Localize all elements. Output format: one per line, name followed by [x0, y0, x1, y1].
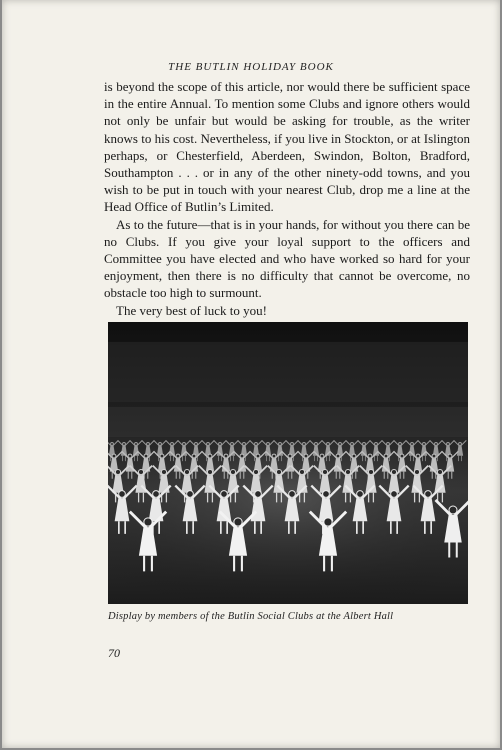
page-number: 70 [108, 646, 120, 660]
photo-caption: Display by members of the Butlin Social Clubs at the Albert Hall [108, 611, 394, 622]
photo-illustration [108, 322, 468, 604]
albert-hall-photo [108, 322, 468, 604]
book-page [2, 0, 500, 748]
article-body [104, 78, 470, 319]
paragraph-1: is beyond the scope of this article, nor would there be sufficient space in the entire Annual. To mention some Clubs and ignore others would not only be unfair but would be asking for trouble, as the writer knows to his cost. Nevertheless, if you live in Stockton, or at Islington perhaps, or Chesterfield, Aberdeen, Swindon, Bolton, Bradford, Southampton . . . or in any of the other ninety-odd towns, and you wish to be put in touch with your nearest Club, drop me a line at the Head Office of Butlin’s Limited. [104, 79, 470, 215]
paragraph-3: The very best of luck to you! [116, 302, 267, 318]
paragraph-2: As to the future—that is in your hands, for without you there can be no Clubs. If you give your loyal support to the officers and Committee you have elected and who have worked so hard for your enjoyment, then there is no difficulty that cannot be overcome, no obstacle too high to surmount. [104, 216, 470, 301]
running-head: THE BUTLIN HOLIDAY BOOK [168, 61, 334, 73]
